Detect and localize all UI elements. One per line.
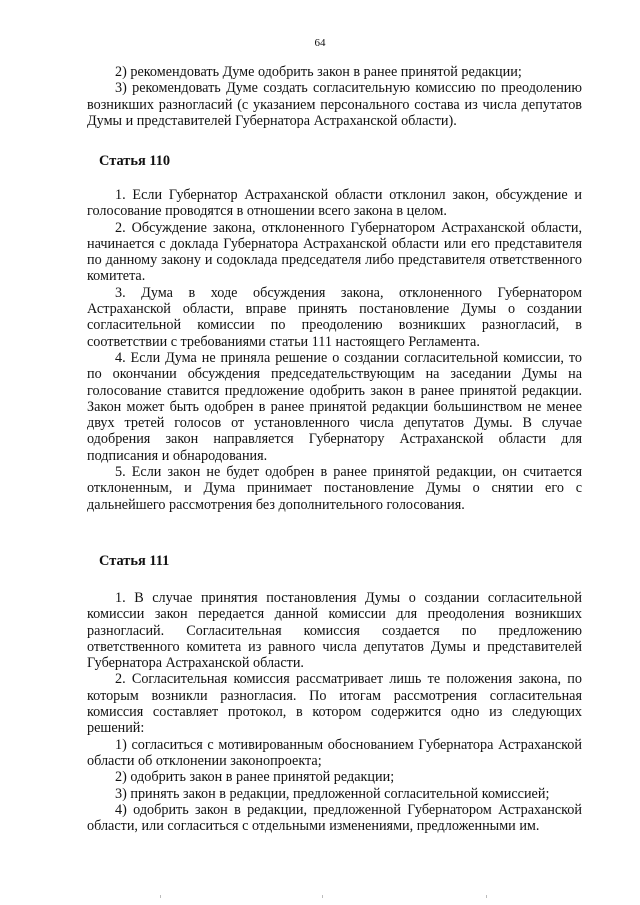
scan-mark <box>160 895 161 898</box>
article-111-item-4: 4) одобрить закон в редакции, предложенной Губернатором Астраханской области, или согласиться с отдельными изменениями, предложенными им. <box>87 801 582 835</box>
article-110-paragraph-5: 5. Если закон не будет одобрен в ранее принятой редакции, он считается отклоненным, и Дума принимает постановление Думы о снятии его с дальнейшего рассмотрения без дополнительного голосования. <box>87 464 582 513</box>
article-111-heading: Статья 111 <box>99 553 170 569</box>
intro-paragraph-1: 2) рекомендовать Думе одобрить закон в ранее принятой редакции; <box>115 64 522 80</box>
scan-mark <box>322 895 323 898</box>
article-110-paragraph-4: 4. Если Дума не приняла решение о создании согласительной комиссии, то по окончании обсуждения председательствующим на заседании Думы на голосование ставится предложение одобрить закон в ранее принятой редакции. Закон может быть одобрен в ранее принятой редакции большинством не менее двух третей голосов от установленного числа депутатов Думы. В случае одобрения закон направляется Губернатору Астраханской области для подписания и обнародования. <box>87 349 582 464</box>
article-111-item-1: 1) согласиться с мотивированным обоснованием Губернатора Астраханской области об отклонении законопроекта; <box>87 736 582 769</box>
article-110-heading: Статья 110 <box>99 153 171 169</box>
article-111-body <box>87 590 582 834</box>
article-111-heading-wrapper <box>87 553 582 570</box>
article-110-paragraph-3: 3. Дума в ходе обсуждения закона, отклоненного Губернатором Астраханской области, вправе принять постановление Думы о создании согласительной комиссии по преодолению возникших разногласий, в соответствии с требованиями статьи 111 настоящего Регламента. <box>87 284 582 350</box>
article-111-paragraph-1: 1. В случае принятия постановления Думы о создании согласительной комиссии закон передается данной комиссии для преодоления возникших разногласий. Согласительная комиссия создается по предложению ответственного комитета из равного числа депутатов Думы и представителей Губернатора Астраханской области. <box>87 590 582 672</box>
intro-paragraph-2: 3) рекомендовать Думе создать согласительную комиссию по преодолению возникших разногласий (с указанием персонального состава из числа депутатов Думы и представителей Губернатора Астраханской области). <box>87 80 582 129</box>
article-111-item-2: 2) одобрить закон в ранее принятой редакции; <box>115 769 395 786</box>
article-111-paragraph-2: 2. Согласительная комиссия рассматривает лишь те положения закона, по которым возникли разногласия. По итогам рассмотрения согласительная комиссия составляет протокол, в котором содержится одно из следующих решений: <box>87 671 582 737</box>
article-110-heading-wrapper <box>87 153 582 170</box>
article-110-paragraph-2: 2. Обсуждение закона, отклоненного Губернатором Астраханской области, начинается с доклада Губернатора Астраханской области или его представителя по данному закону и содоклада председателя либо представителя ответственного комитета. <box>87 219 582 285</box>
article-110-paragraph-1: 1. Если Губернатор Астраханской области отклонил закон, обсуждение и голосование проводятся в отношении всего закона в целом. <box>87 187 582 220</box>
article-110-body <box>87 187 582 513</box>
scan-mark <box>486 895 487 898</box>
page-number: 64 <box>314 37 326 49</box>
article-111-item-3: 3) принять закон в редакции, предложенной согласительной комиссией; <box>115 785 550 802</box>
intro-block <box>87 64 582 129</box>
